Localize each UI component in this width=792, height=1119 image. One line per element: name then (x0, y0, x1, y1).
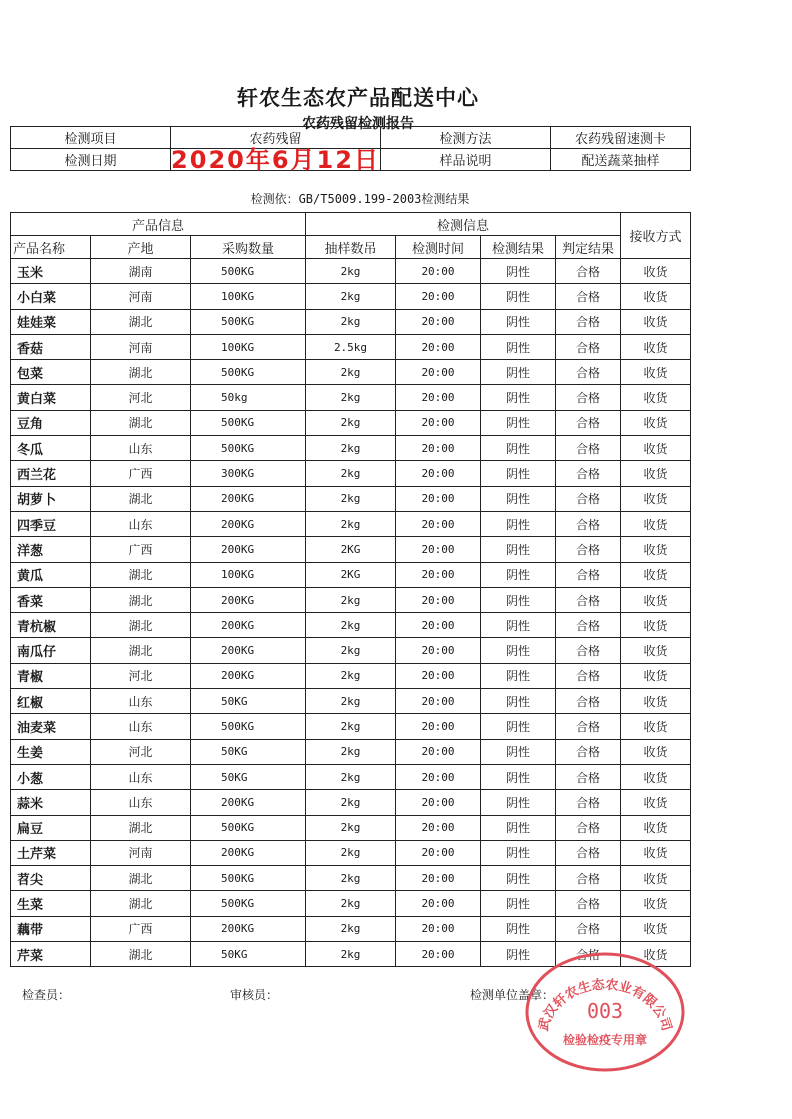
cell-quantity: 100KG (191, 284, 306, 309)
cell-origin: 山东 (91, 689, 191, 714)
cell-origin: 湖北 (91, 891, 191, 916)
cell-sample-amount: 2kg (306, 689, 396, 714)
cell-verdict: 合格 (556, 562, 621, 587)
cell-test-time: 20:00 (396, 461, 481, 486)
cell-quantity: 50KG (191, 739, 306, 764)
cell-verdict: 合格 (556, 537, 621, 562)
cell-product-name: 玉米 (11, 259, 91, 284)
cell-verdict: 合格 (556, 764, 621, 789)
cell-sample-amount: 2kg (306, 714, 396, 739)
table-row (11, 840, 691, 865)
table-row (11, 689, 691, 714)
seal-purpose: 检验检疫专用章 (562, 1033, 648, 1047)
cell-test-result: 阴性 (481, 259, 556, 284)
test-method-label: 检测方法 (381, 127, 551, 149)
cell-quantity: 500KG (191, 360, 306, 385)
cell-product-name: 生菜 (11, 891, 91, 916)
cell-verdict: 合格 (556, 790, 621, 815)
cell-quantity: 300KG (191, 461, 306, 486)
company-seal (520, 948, 690, 1076)
table-row (11, 259, 691, 284)
sample-note-value: 配送蔬菜抽样 (551, 149, 691, 171)
cell-product-name: 土芹菜 (11, 840, 91, 865)
cell-sample-amount: 2KG (306, 537, 396, 562)
cell-test-result: 阴性 (481, 790, 556, 815)
cell-origin: 河北 (91, 385, 191, 410)
cell-test-result: 阴性 (481, 511, 556, 536)
residue-results-table (10, 212, 691, 967)
cell-product-name: 芹菜 (11, 942, 91, 967)
cell-test-result: 阴性 (481, 942, 556, 967)
cell-sample-amount: 2kg (306, 790, 396, 815)
table-row (11, 587, 691, 612)
cell-verdict: 合格 (556, 511, 621, 536)
cell-quantity: 200KG (191, 916, 306, 941)
table-row (11, 613, 691, 638)
cell-test-time: 20:00 (396, 486, 481, 511)
cell-test-time: 20:00 (396, 511, 481, 536)
cell-origin: 湖北 (91, 410, 191, 435)
cell-origin: 河南 (91, 840, 191, 865)
product-info-header: 产品信息 (11, 213, 306, 236)
cell-receive-method: 收货 (621, 891, 691, 916)
cell-test-result: 阴性 (481, 613, 556, 638)
cell-sample-amount: 2kg (306, 259, 396, 284)
cell-product-name: 西兰花 (11, 461, 91, 486)
cell-product-name: 四季豆 (11, 511, 91, 536)
cell-verdict: 合格 (556, 916, 621, 941)
cell-receive-method: 收货 (621, 461, 691, 486)
cell-test-time: 20:00 (396, 916, 481, 941)
cell-product-name: 香菜 (11, 587, 91, 612)
cell-sample-amount: 2kg (306, 916, 396, 941)
table-row (11, 739, 691, 764)
cell-sample-amount: 2kg (306, 739, 396, 764)
cell-product-name: 蒜米 (11, 790, 91, 815)
seal-company-text: 武汉轩农生态农业有限公司 (536, 977, 674, 1033)
cell-test-time: 20:00 (396, 663, 481, 688)
col-header-test-result: 检测结果 (481, 236, 556, 259)
cell-sample-amount: 2kg (306, 866, 396, 891)
cell-verdict: 合格 (556, 866, 621, 891)
cell-receive-method: 收货 (621, 764, 691, 789)
cell-test-time: 20:00 (396, 284, 481, 309)
report-subtitle: 农药残留检测报告 (302, 116, 414, 132)
cell-origin: 山东 (91, 511, 191, 536)
cell-test-result: 阴性 (481, 587, 556, 612)
cell-receive-method: 收货 (621, 815, 691, 840)
cell-product-name: 青杭椒 (11, 613, 91, 638)
cell-origin: 湖北 (91, 613, 191, 638)
cell-test-time: 20:00 (396, 537, 481, 562)
cell-receive-method: 收货 (621, 511, 691, 536)
cell-origin: 湖北 (91, 815, 191, 840)
cell-verdict: 合格 (556, 840, 621, 865)
cell-sample-amount: 2kg (306, 840, 396, 865)
cell-quantity: 200KG (191, 790, 306, 815)
cell-test-result: 阴性 (481, 663, 556, 688)
cell-test-result: 阴性 (481, 739, 556, 764)
cell-quantity: 200KG (191, 613, 306, 638)
table-row (11, 436, 691, 461)
cell-test-time: 20:00 (396, 764, 481, 789)
cell-receive-method: 收货 (621, 739, 691, 764)
cell-origin: 山东 (91, 790, 191, 815)
col-header-verdict: 判定结果 (556, 236, 621, 259)
test-item-value: 农药残留 (171, 127, 381, 149)
cell-test-result: 阴性 (481, 410, 556, 435)
table-row (11, 866, 691, 891)
cell-test-time: 20:00 (396, 613, 481, 638)
cell-quantity: 200KG (191, 587, 306, 612)
test-date-stamp: 2020年6月12日 (171, 145, 380, 174)
cell-test-result: 阴性 (481, 284, 556, 309)
cell-receive-method: 收货 (621, 613, 691, 638)
cell-product-name: 生姜 (11, 739, 91, 764)
cell-quantity: 50KG (191, 689, 306, 714)
col-header-origin: 产地 (91, 236, 191, 259)
table-row (11, 815, 691, 840)
cell-origin: 广西 (91, 916, 191, 941)
cell-verdict: 合格 (556, 815, 621, 840)
cell-origin: 山东 (91, 436, 191, 461)
receive-method-header: 接收方式 (621, 213, 691, 259)
table-row (11, 511, 691, 536)
cell-product-name: 香菇 (11, 334, 91, 359)
cell-receive-method: 收货 (621, 486, 691, 511)
cell-origin: 山东 (91, 714, 191, 739)
cell-test-result: 阴性 (481, 689, 556, 714)
cell-quantity: 200KG (191, 486, 306, 511)
cell-origin: 湖北 (91, 562, 191, 587)
test-info-header: 检测信息 (306, 213, 621, 236)
cell-verdict: 合格 (556, 360, 621, 385)
inspector-signature-label: 检查员： (22, 988, 71, 1002)
cell-verdict: 合格 (556, 436, 621, 461)
cell-product-name: 南瓜仔 (11, 638, 91, 663)
standard-reference: 检测依：GB/T5009.199-2003检测结果 (250, 192, 470, 206)
test-item-label: 检测项目 (11, 127, 171, 149)
table-row (11, 284, 691, 309)
cell-test-time: 20:00 (396, 739, 481, 764)
cell-test-result: 阴性 (481, 562, 556, 587)
table-row (11, 360, 691, 385)
cell-sample-amount: 2kg (306, 638, 396, 663)
cell-product-name: 苕尖 (11, 866, 91, 891)
cell-test-result: 阴性 (481, 436, 556, 461)
cell-verdict: 合格 (556, 334, 621, 359)
cell-quantity: 500KG (191, 891, 306, 916)
cell-origin: 河南 (91, 334, 191, 359)
table-row (11, 916, 691, 941)
cell-origin: 河北 (91, 739, 191, 764)
cell-test-result: 阴性 (481, 537, 556, 562)
cell-receive-method: 收货 (621, 410, 691, 435)
cell-test-time: 20:00 (396, 587, 481, 612)
cell-test-time: 20:00 (396, 309, 481, 334)
cell-verdict: 合格 (556, 714, 621, 739)
cell-quantity: 100KG (191, 562, 306, 587)
table-row (11, 764, 691, 789)
cell-product-name: 红椒 (11, 689, 91, 714)
cell-receive-method: 收货 (621, 309, 691, 334)
cell-verdict: 合格 (556, 461, 621, 486)
cell-product-name: 黄瓜 (11, 562, 91, 587)
cell-test-time: 20:00 (396, 689, 481, 714)
cell-product-name: 扁豆 (11, 815, 91, 840)
cell-verdict: 合格 (556, 891, 621, 916)
reviewer-signature-label: 审核员： (230, 988, 279, 1002)
cell-quantity: 500KG (191, 714, 306, 739)
cell-sample-amount: 2kg (306, 891, 396, 916)
cell-sample-amount: 2kg (306, 360, 396, 385)
cell-sample-amount: 2kg (306, 764, 396, 789)
cell-test-time: 20:00 (396, 410, 481, 435)
cell-sample-amount: 2KG (306, 562, 396, 587)
table-row (11, 385, 691, 410)
cell-receive-method: 收货 (621, 259, 691, 284)
cell-test-time: 20:00 (396, 840, 481, 865)
cell-receive-method: 收货 (621, 537, 691, 562)
cell-quantity: 50kg (191, 385, 306, 410)
cell-product-name: 娃娃菜 (11, 309, 91, 334)
cell-test-result: 阴性 (481, 309, 556, 334)
seal-number: 003 (586, 999, 624, 1023)
cell-quantity: 200KG (191, 840, 306, 865)
cell-product-name: 包菜 (11, 360, 91, 385)
column-header-row (11, 236, 691, 259)
cell-quantity: 500KG (191, 259, 306, 284)
cell-sample-amount: 2kg (306, 461, 396, 486)
cell-verdict: 合格 (556, 663, 621, 688)
col-header-product-name: 产品名称 (11, 236, 91, 259)
cell-receive-method: 收货 (621, 916, 691, 941)
col-header-test-time: 检测时间 (396, 236, 481, 259)
cell-verdict: 合格 (556, 942, 621, 967)
cell-quantity: 200KG (191, 663, 306, 688)
cell-origin: 湖北 (91, 866, 191, 891)
cell-receive-method: 收货 (621, 942, 691, 967)
cell-quantity: 500KG (191, 815, 306, 840)
cell-test-result: 阴性 (481, 764, 556, 789)
cell-verdict: 合格 (556, 587, 621, 612)
cell-test-time: 20:00 (396, 385, 481, 410)
cell-origin: 河南 (91, 284, 191, 309)
cell-quantity: 50KG (191, 764, 306, 789)
cell-origin: 湖北 (91, 360, 191, 385)
cell-origin: 湖南 (91, 259, 191, 284)
report-meta-table (10, 126, 691, 174)
col-header-quantity: 采购数量 (191, 236, 306, 259)
cell-receive-method: 收货 (621, 562, 691, 587)
cell-test-time: 20:00 (396, 360, 481, 385)
cell-verdict: 合格 (556, 689, 621, 714)
cell-product-name: 胡萝卜 (11, 486, 91, 511)
cell-origin: 山东 (91, 764, 191, 789)
cell-test-time: 20:00 (396, 638, 481, 663)
cell-product-name: 冬瓜 (11, 436, 91, 461)
cell-receive-method: 收货 (621, 385, 691, 410)
cell-origin: 湖北 (91, 309, 191, 334)
cell-origin: 湖北 (91, 942, 191, 967)
cell-sample-amount: 2kg (306, 436, 396, 461)
cell-receive-method: 收货 (621, 790, 691, 815)
cell-test-result: 阴性 (481, 360, 556, 385)
table-row (11, 334, 691, 359)
table-row (11, 714, 691, 739)
cell-test-result: 阴性 (481, 385, 556, 410)
cell-quantity: 200KG (191, 537, 306, 562)
cell-sample-amount: 2kg (306, 942, 396, 967)
cell-quantity: 500KG (191, 309, 306, 334)
table-row (11, 663, 691, 688)
table-row (11, 790, 691, 815)
cell-test-result: 阴性 (481, 638, 556, 663)
table-row (11, 638, 691, 663)
testing-unit-stamp-label: 检测单位盖章： (470, 988, 555, 1002)
cell-quantity: 200KG (191, 511, 306, 536)
cell-receive-method: 收货 (621, 714, 691, 739)
cell-receive-method: 收货 (621, 360, 691, 385)
cell-test-time: 20:00 (396, 436, 481, 461)
cell-product-name: 藕带 (11, 916, 91, 941)
cell-quantity: 500KG (191, 410, 306, 435)
cell-sample-amount: 2kg (306, 587, 396, 612)
cell-verdict: 合格 (556, 284, 621, 309)
cell-verdict: 合格 (556, 309, 621, 334)
cell-quantity: 500KG (191, 866, 306, 891)
table-row (11, 537, 691, 562)
cell-sample-amount: 2kg (306, 385, 396, 410)
cell-origin: 湖北 (91, 638, 191, 663)
cell-quantity: 200KG (191, 638, 306, 663)
cell-receive-method: 收货 (621, 587, 691, 612)
cell-test-time: 20:00 (396, 714, 481, 739)
cell-receive-method: 收货 (621, 663, 691, 688)
cell-product-name: 小葱 (11, 764, 91, 789)
cell-origin: 湖北 (91, 587, 191, 612)
cell-verdict: 合格 (556, 259, 621, 284)
cell-test-result: 阴性 (481, 891, 556, 916)
table-row (11, 309, 691, 334)
cell-test-time: 20:00 (396, 942, 481, 967)
cell-test-time: 20:00 (396, 790, 481, 815)
cell-test-time: 20:00 (396, 891, 481, 916)
table-row (11, 410, 691, 435)
cell-sample-amount: 2kg (306, 663, 396, 688)
cell-sample-amount: 2kg (306, 815, 396, 840)
cell-verdict: 合格 (556, 486, 621, 511)
cell-product-name: 油麦菜 (11, 714, 91, 739)
cell-sample-amount: 2kg (306, 309, 396, 334)
cell-quantity: 50KG (191, 942, 306, 967)
test-date-label: 检测日期 (11, 149, 171, 171)
page-title: 轩农生态农产品配送中心 (237, 86, 479, 110)
cell-test-result: 阴性 (481, 486, 556, 511)
cell-quantity: 100KG (191, 334, 306, 359)
cell-sample-amount: 2kg (306, 511, 396, 536)
cell-quantity: 500KG (191, 436, 306, 461)
cell-test-time: 20:00 (396, 866, 481, 891)
cell-verdict: 合格 (556, 410, 621, 435)
cell-product-name: 青椒 (11, 663, 91, 688)
col-header-sample-amount: 抽样数吊 (306, 236, 396, 259)
cell-receive-method: 收货 (621, 638, 691, 663)
cell-origin: 河北 (91, 663, 191, 688)
cell-product-name: 洋葱 (11, 537, 91, 562)
table-row (11, 562, 691, 587)
cell-sample-amount: 2.5kg (306, 334, 396, 359)
cell-origin: 湖北 (91, 486, 191, 511)
table-row (11, 461, 691, 486)
table-row (11, 486, 691, 511)
cell-origin: 广西 (91, 537, 191, 562)
cell-origin: 广西 (91, 461, 191, 486)
cell-receive-method: 收货 (621, 689, 691, 714)
test-method-value: 农药残留速测卡 (551, 127, 691, 149)
cell-product-name: 豆角 (11, 410, 91, 435)
cell-test-result: 阴性 (481, 840, 556, 865)
cell-verdict: 合格 (556, 638, 621, 663)
cell-receive-method: 收货 (621, 284, 691, 309)
cell-test-time: 20:00 (396, 259, 481, 284)
cell-verdict: 合格 (556, 385, 621, 410)
cell-test-time: 20:00 (396, 562, 481, 587)
cell-receive-method: 收货 (621, 840, 691, 865)
cell-sample-amount: 2kg (306, 486, 396, 511)
cell-verdict: 合格 (556, 739, 621, 764)
cell-receive-method: 收货 (621, 436, 691, 461)
cell-sample-amount: 2kg (306, 613, 396, 638)
cell-test-result: 阴性 (481, 714, 556, 739)
cell-test-result: 阴性 (481, 866, 556, 891)
cell-test-result: 阴性 (481, 815, 556, 840)
cell-test-time: 20:00 (396, 334, 481, 359)
table-row (11, 891, 691, 916)
cell-verdict: 合格 (556, 613, 621, 638)
group-header-row (11, 213, 691, 236)
cell-receive-method: 收货 (621, 866, 691, 891)
cell-test-time: 20:00 (396, 815, 481, 840)
cell-sample-amount: 2kg (306, 410, 396, 435)
meta-row-date (11, 149, 691, 171)
cell-test-result: 阴性 (481, 461, 556, 486)
cell-product-name: 小白菜 (11, 284, 91, 309)
cell-product-name: 黄白菜 (11, 385, 91, 410)
cell-test-result: 阴性 (481, 916, 556, 941)
cell-sample-amount: 2kg (306, 284, 396, 309)
cell-receive-method: 收货 (621, 334, 691, 359)
cell-test-result: 阴性 (481, 334, 556, 359)
sample-note-label: 样品说明 (381, 149, 551, 171)
